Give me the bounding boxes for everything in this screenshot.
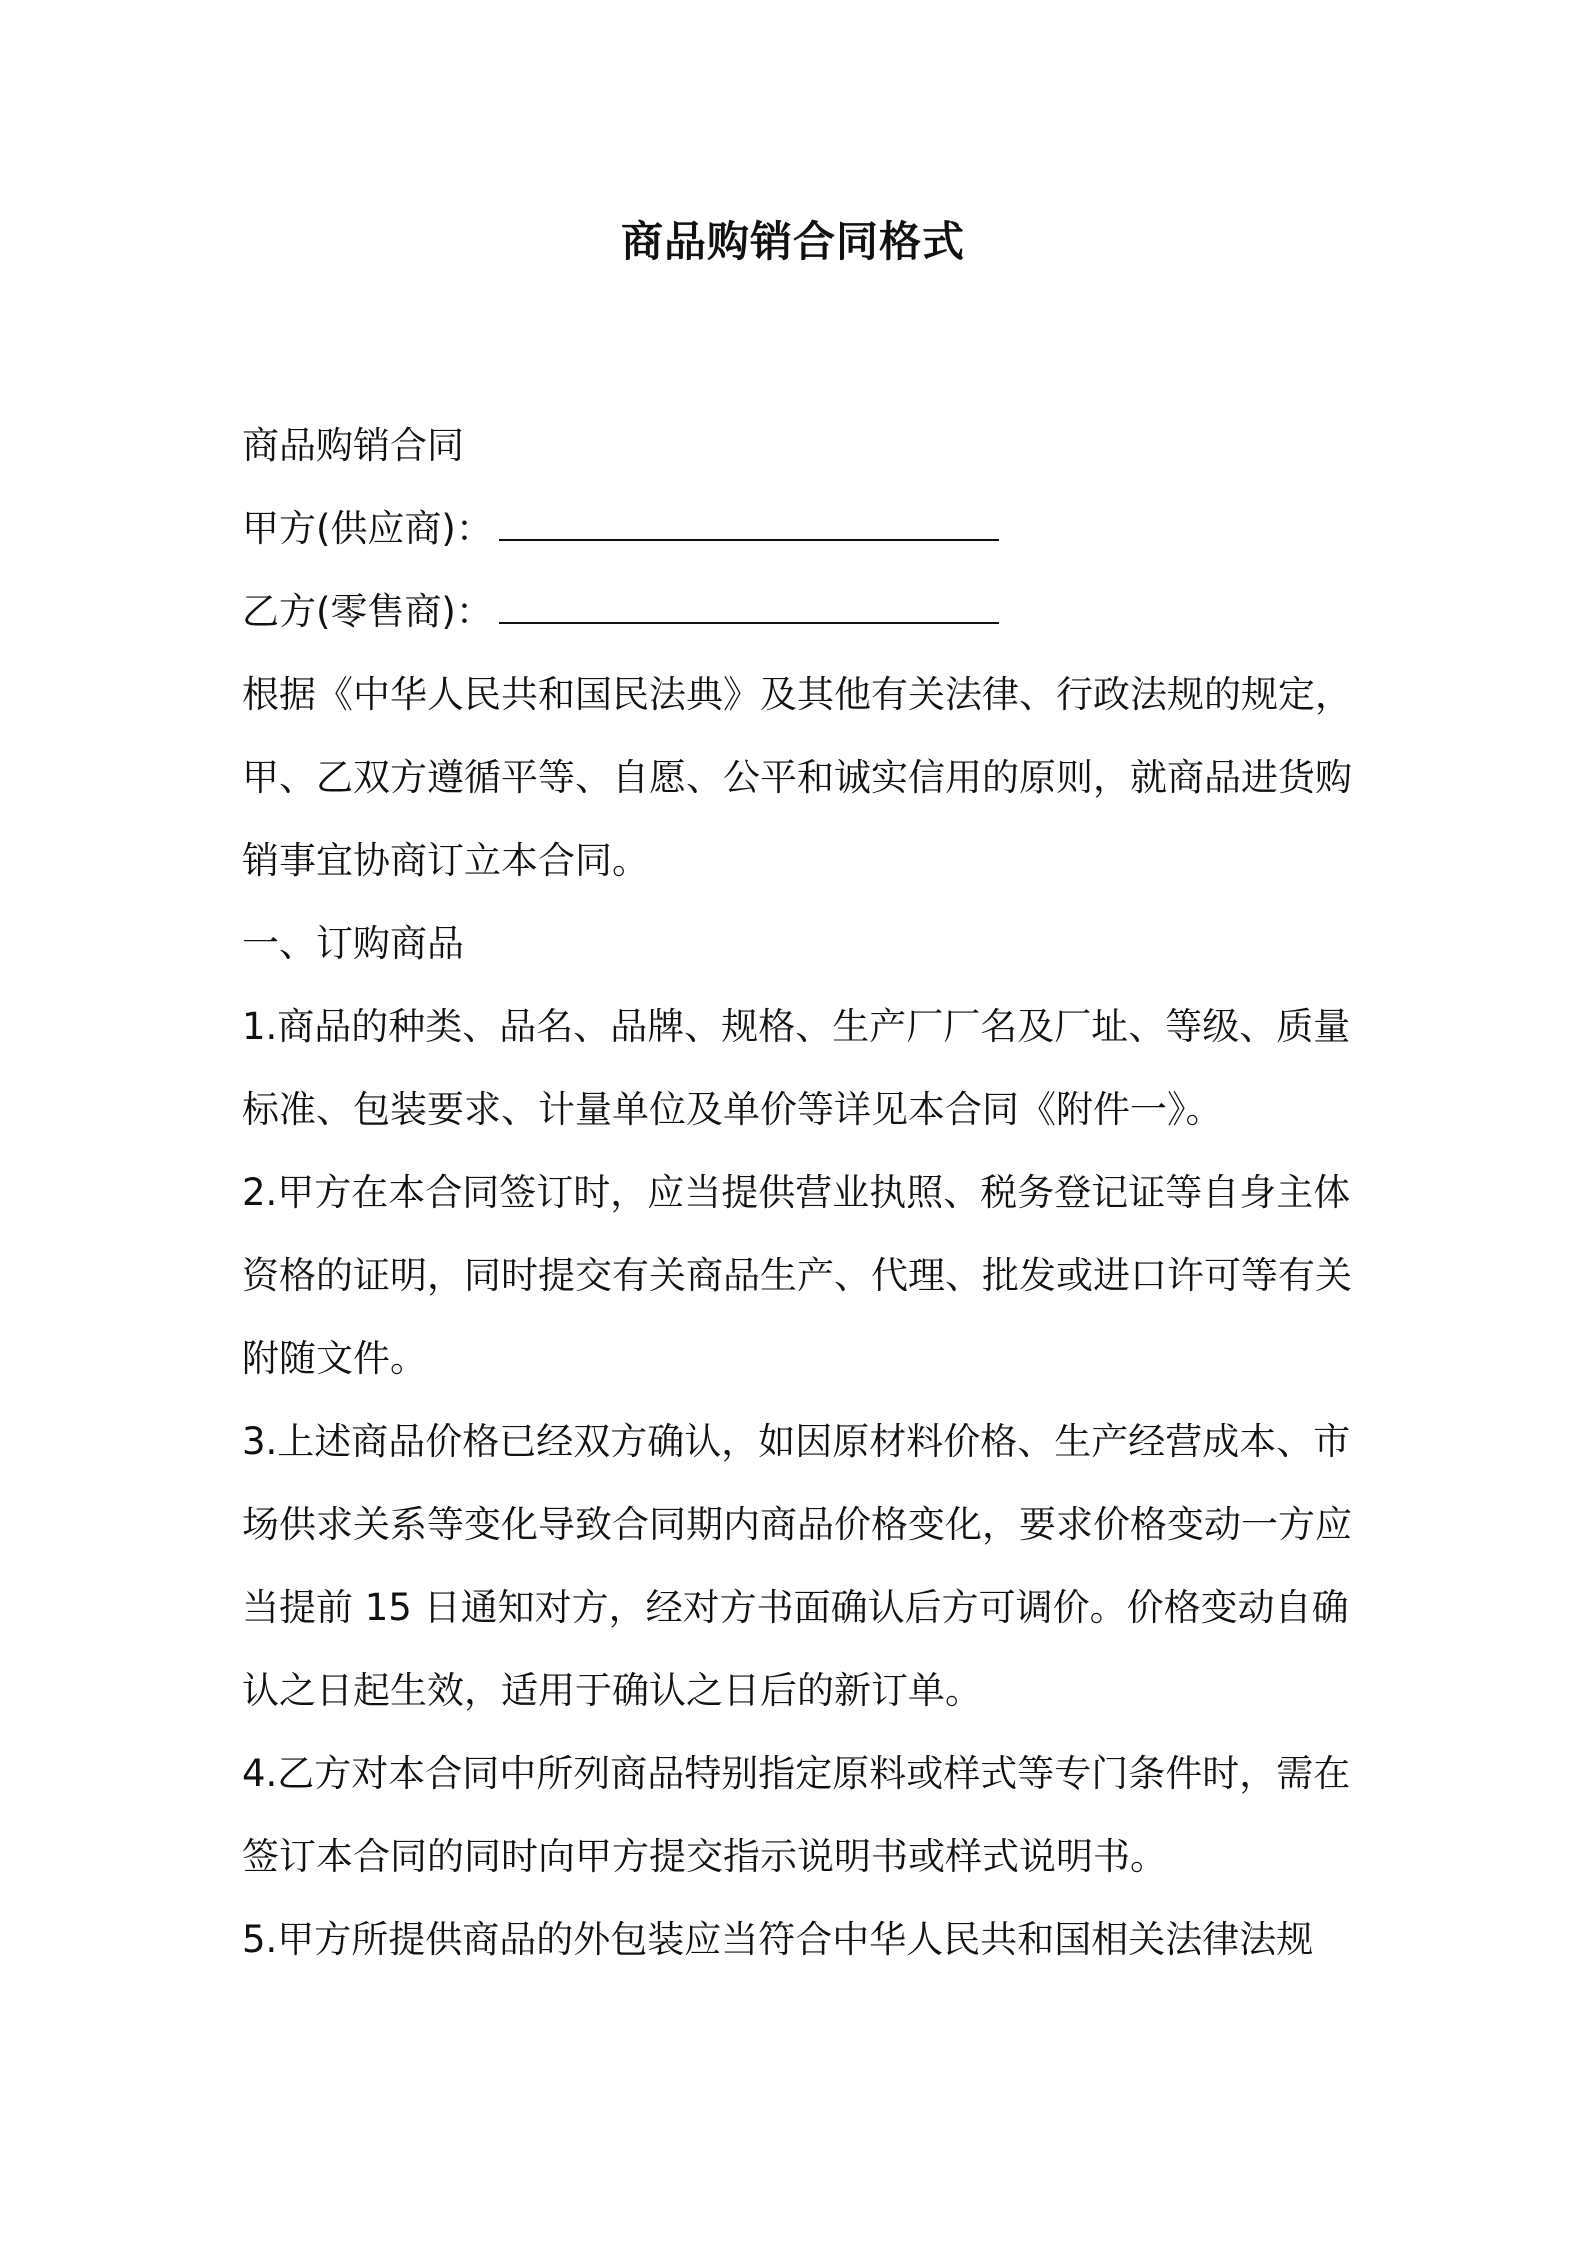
body-line: 1.商品的种类、品名、品牌、规格、生产厂厂名及厂址、等级、质量 [242,1005,1351,1048]
party-a-label: 甲方(供应商)： [242,507,493,550]
party-b-blank [499,592,999,624]
body-line: 2.甲方在本合同签订时，应当提供营业执照、税务登记证等自身主体 [242,1171,1351,1214]
body-line: 根据《中华人民共和国民法典》及其他有关法律、行政法规的规定， [242,673,1352,716]
party-a-blank [499,509,999,541]
body-line: 3.上述商品价格已经双方确认，如因原材料价格、生产经营成本、市 [242,1420,1351,1463]
body-line: 销事宜协商订立本合同。 [242,839,649,882]
body-line: 场供求关系等变化导致合同期内商品价格变化，要求价格变动一方应 [242,1503,1352,1546]
body-line: 认之日起生效，适用于确认之日后的新订单。 [242,1669,982,1712]
body-line: 4.乙方对本合同中所列商品特别指定原料或样式等专门条件时，需在 [242,1752,1351,1795]
party-a-line [242,487,1352,570]
party-b-line [242,570,1352,653]
body-line: 5.甲方所提供商品的外包装应当符合中华人民共和国相关法律法规 [242,1918,1314,1961]
body-line: 当提前 15 日通知对方，经对方书面确认后方可调价。价格变动自确 [242,1586,1349,1629]
party-b-label: 乙方(零售商)： [242,590,493,633]
body-line: 标准、包装要求、计量单位及单价等详见本合同《附件一》。 [242,1088,1223,1131]
body-line: 资格的证明，同时提交有关商品生产、代理、批发或进口许可等有关 [242,1254,1352,1297]
document-body [242,404,1352,1981]
contract-subtitle: 商品购销合同 [242,424,464,467]
section-heading: 一、订购商品 [242,922,464,965]
body-line: 甲、乙双方遵循平等、自愿、公平和诚实信用的原则，就商品进货购 [242,756,1352,799]
body-line: 附随文件。 [242,1337,427,1380]
document-title: 商品购销合同格式 [620,217,965,266]
body-line: 签订本合同的同时向甲方提交指示说明书或样式说明书。 [242,1835,1167,1878]
